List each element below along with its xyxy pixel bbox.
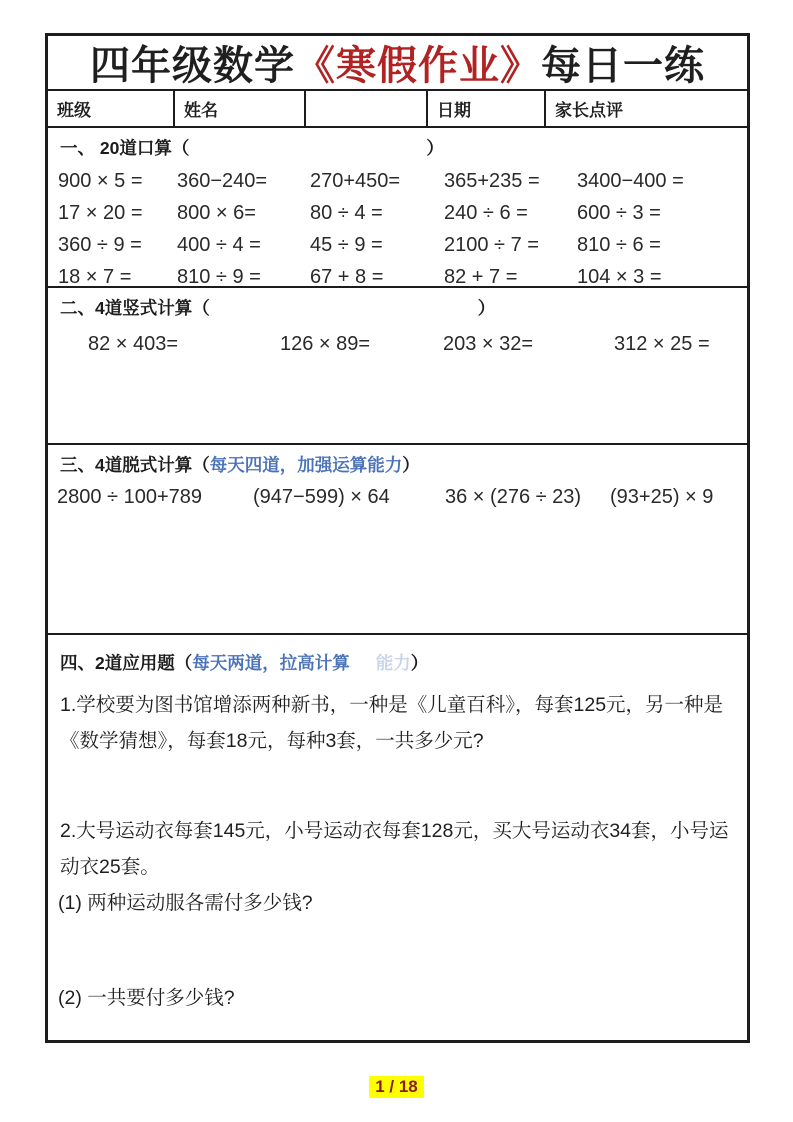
section-word-note: 每天两道，拉高计算 xyxy=(192,653,350,673)
vertical-problems-grid xyxy=(48,333,747,356)
section-vertical-calc xyxy=(48,288,747,445)
paren-close: ） xyxy=(477,298,496,318)
step-problem: 2800 ÷ 100+789 xyxy=(57,486,202,508)
paren-close: ） xyxy=(410,653,429,673)
oral-problem: 810 ÷ 9 = xyxy=(177,266,261,288)
section-word-problems xyxy=(48,635,747,1040)
section-word-note-faded: 能力 xyxy=(375,653,411,673)
oral-problem: 270+450= xyxy=(310,170,401,192)
paren-open: （ xyxy=(174,653,193,673)
info-label-parent-review: 家长点评 xyxy=(555,101,623,120)
vertical-problem: 312 × 25 = xyxy=(614,333,710,355)
paren-close: ） xyxy=(402,455,420,475)
oral-problem: 360−240= xyxy=(177,170,268,192)
oral-problem: 360 ÷ 9 = xyxy=(58,234,142,256)
info-label-class: 班级 xyxy=(57,101,91,120)
oral-problem: 3400−400 = xyxy=(577,170,684,192)
step-problem: 36 × (276 ÷ 23) xyxy=(445,486,582,508)
vertical-problem: 203 × 32= xyxy=(443,333,534,355)
info-cell-date xyxy=(428,91,546,126)
oral-problem: 104 × 3 = xyxy=(577,266,662,288)
oral-problem: 67 + 8 = xyxy=(310,266,384,288)
info-label-date: 日期 xyxy=(437,101,471,120)
page-number: 1 / 18 xyxy=(369,1076,424,1098)
paren-open: （ xyxy=(192,298,210,318)
title-suffix: 每日一练 xyxy=(541,44,705,88)
page-footer xyxy=(0,1076,793,1098)
section-step-calc xyxy=(48,445,747,635)
section-step-heading xyxy=(48,445,747,477)
info-cell-name xyxy=(175,91,306,126)
paren-close: ） xyxy=(426,138,444,158)
section-word-heading-text: 四、2道应用题 xyxy=(60,653,175,673)
paren-open: （ xyxy=(192,455,210,475)
step-problems-grid xyxy=(48,486,747,509)
info-label-name: 姓名 xyxy=(184,101,218,120)
section-step-heading-text: 三、4道脱式计算 xyxy=(60,455,193,475)
oral-problem: 82 + 7 = xyxy=(444,266,518,288)
oral-problem: 18 × 7 = xyxy=(58,266,132,288)
oral-problem: 240 ÷ 6 = xyxy=(444,202,528,224)
oral-problem: 800 × 6= xyxy=(177,202,256,224)
oral-problem: 80 ÷ 4 = xyxy=(310,202,383,224)
section-vertical-heading-text: 二、4道竖式计算 xyxy=(60,298,193,318)
paren-open: （ xyxy=(171,138,190,158)
step-problem: (93+25) × 9 xyxy=(610,486,714,508)
oral-problem: 2100 ÷ 7 = xyxy=(444,234,539,256)
section-step-note: 每天四道，加强运算能力 xyxy=(209,455,403,475)
info-cell-blank xyxy=(306,91,428,126)
info-header-row xyxy=(48,91,747,128)
oral-problem: 900 × 5 = xyxy=(58,170,143,192)
section-oral-heading-text: 一、 20道口算 xyxy=(60,138,172,158)
section-oral-calc xyxy=(48,128,747,288)
oral-problem: 365+235 = xyxy=(444,170,540,192)
oral-problem: 45 ÷ 9 = xyxy=(310,234,383,256)
word-problem-2-q2: (2) 一共要付多少钱? xyxy=(58,987,235,1009)
title-highlight: 《寒假作业》 xyxy=(295,44,541,88)
info-cell-class xyxy=(48,91,175,126)
oral-problem: 17 × 20 = xyxy=(58,202,143,224)
step-problem: (947−599) × 64 xyxy=(253,486,390,508)
worksheet-title xyxy=(48,36,747,91)
section-vertical-heading xyxy=(48,288,747,320)
title-prefix: 四年级数学 xyxy=(90,44,295,88)
vertical-problem: 82 × 403= xyxy=(88,333,179,355)
oral-problems-grid xyxy=(48,165,747,293)
word-problem-1: 1.学校要为图书馆增添两种新书，一种是《儿童百科》，每套125元，另一种是《数学猜想》，每套18元，每种3套，一共多少元? xyxy=(60,694,724,752)
oral-problem: 400 ÷ 4 = xyxy=(177,234,261,256)
oral-problem: 600 ÷ 3 = xyxy=(577,202,661,224)
word-problem-2: 2.大号运动衣每套145元，小号运动衣每套128元，买大号运动衣34套，小号运动衣25套。 xyxy=(60,820,729,878)
worksheet-sheet xyxy=(45,33,750,1043)
vertical-problem: 126 × 89= xyxy=(280,333,371,355)
section-oral-heading xyxy=(48,128,747,160)
section-word-heading xyxy=(48,635,747,681)
word-problem-2-q1: (1) 两种运动服各需付多少钱? xyxy=(58,892,313,914)
info-cell-parent-review xyxy=(546,91,747,126)
oral-problem: 810 ÷ 6 = xyxy=(577,234,661,256)
